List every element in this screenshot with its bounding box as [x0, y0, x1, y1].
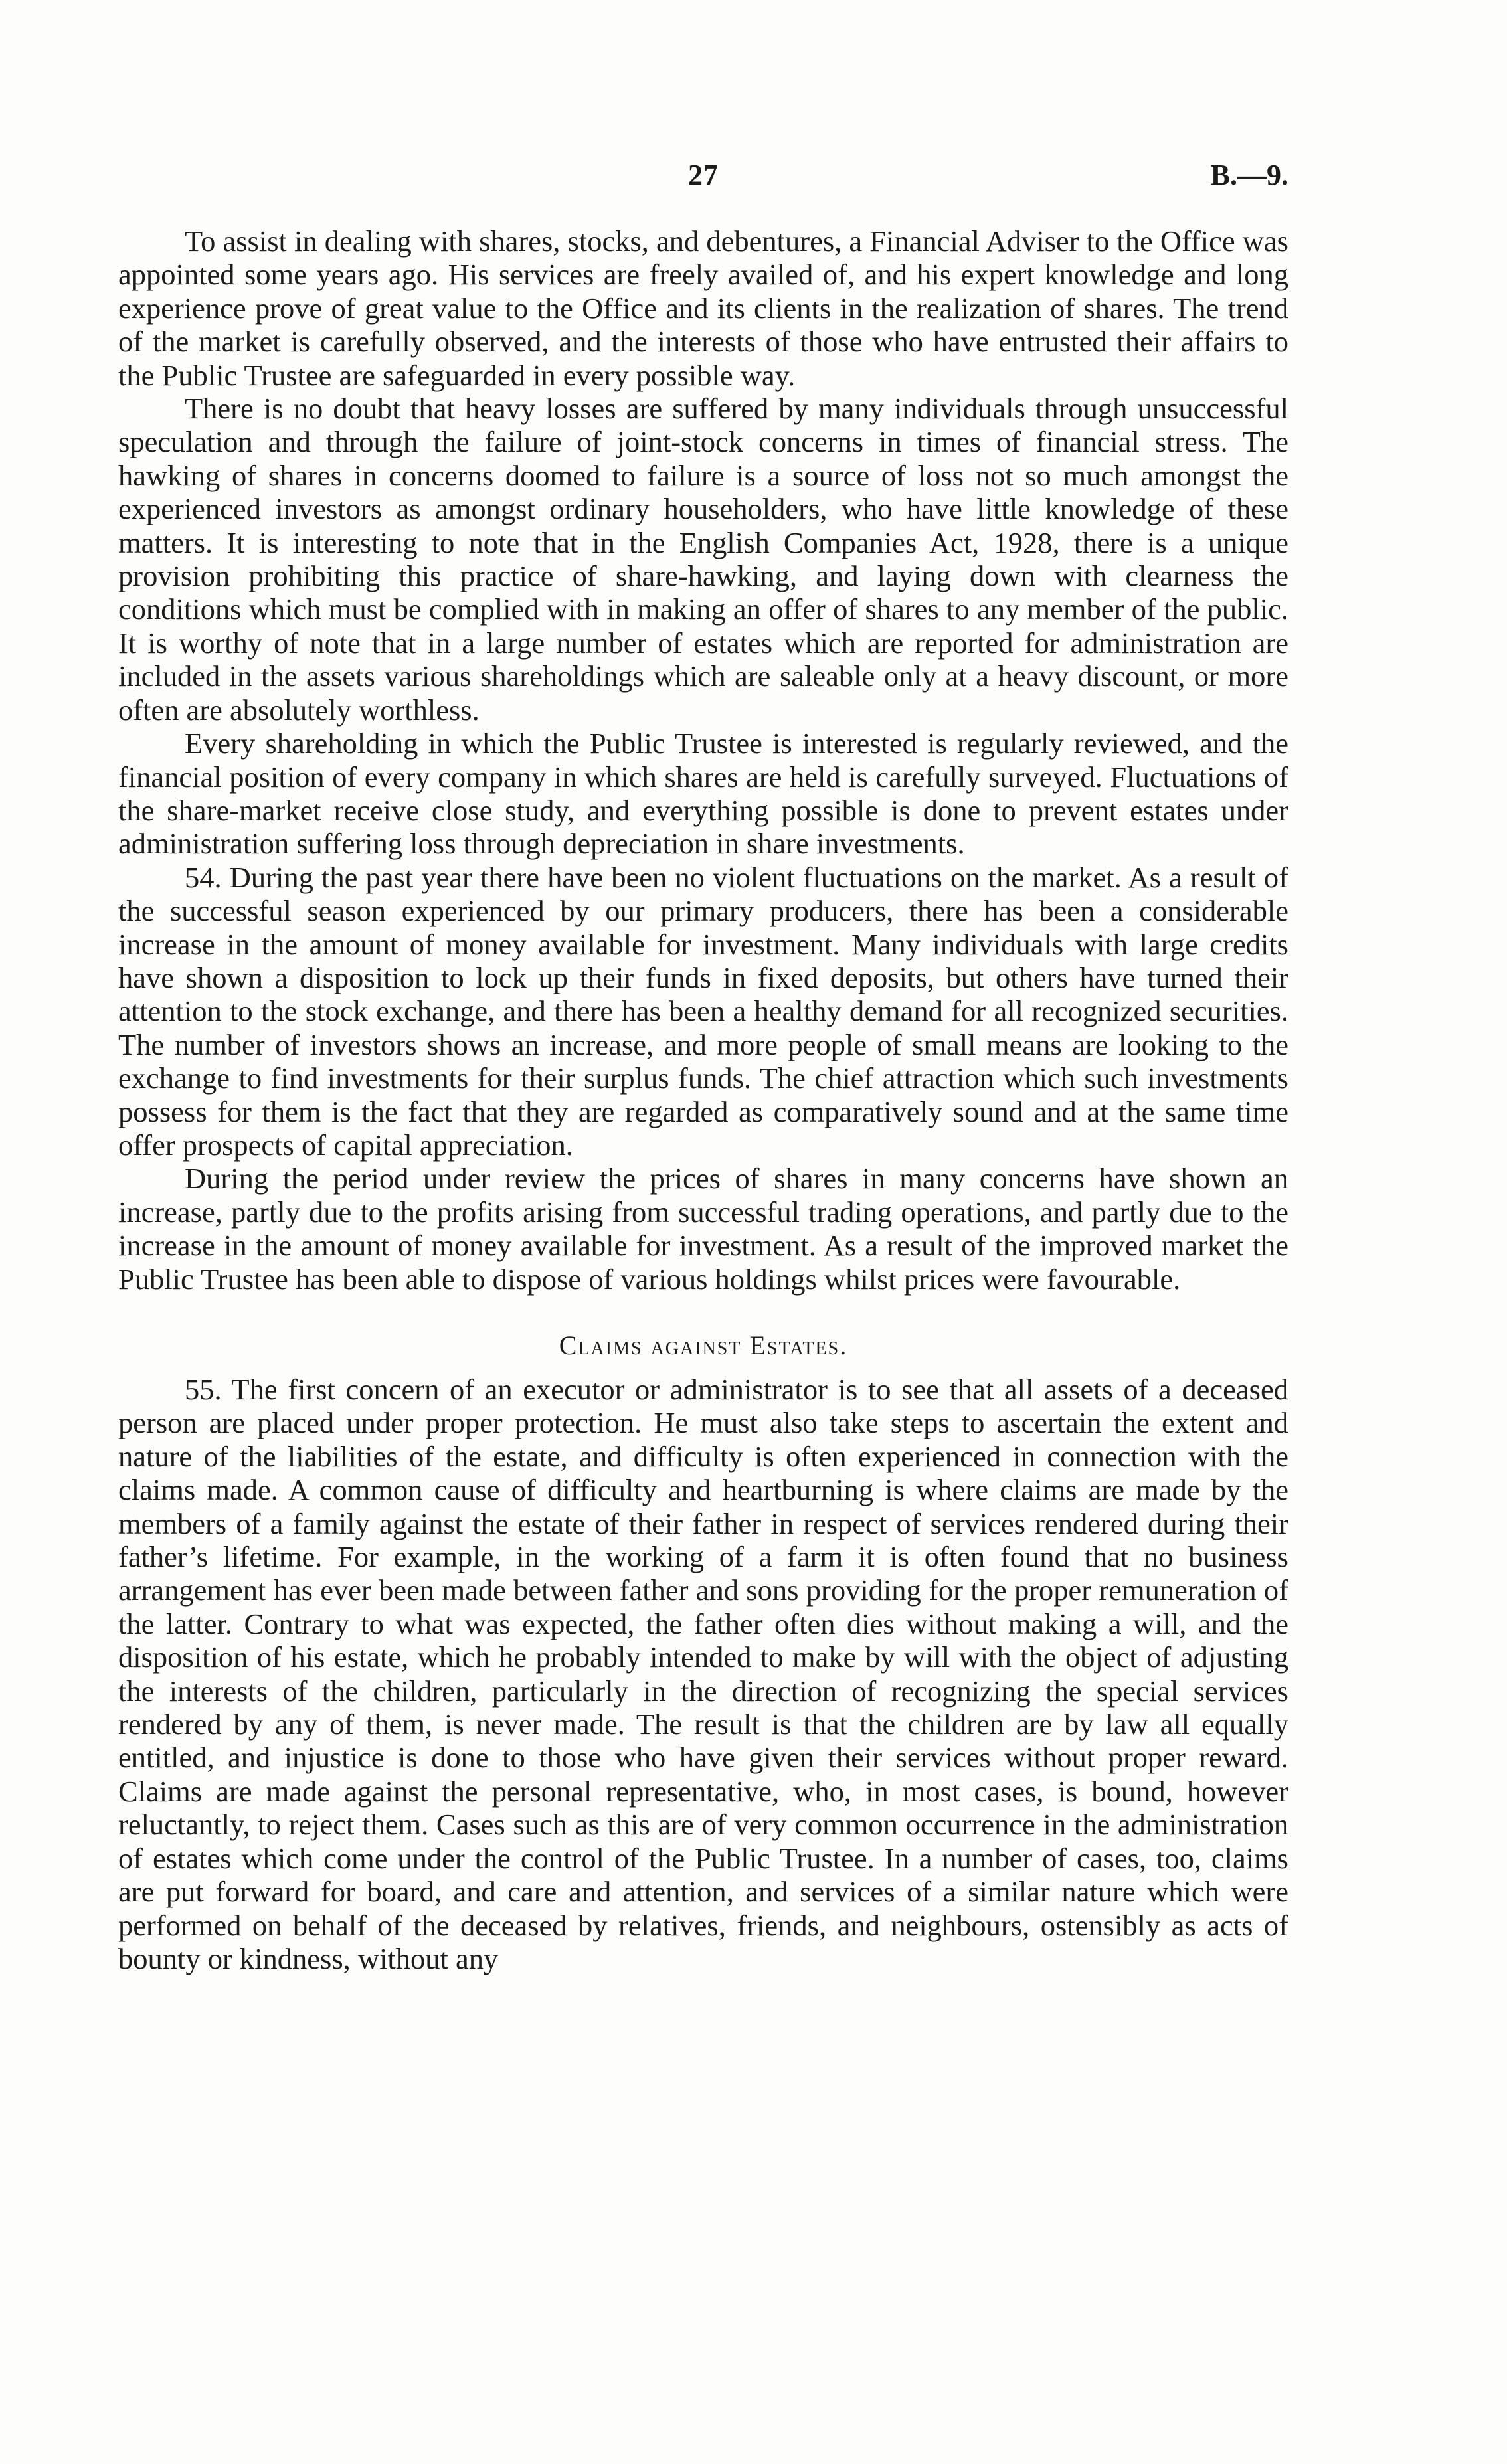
page-header: [118, 158, 1288, 198]
paragraph-54-market: 54. During the past year there have been no violent fluctuations on the market. As a result of the successful season experienced by our primary producers, there has been a considerable increase in the amount of money available for investment. Many individuals with large credits have shown a disposition to lock up their funds in fixed deposits, but others have turned their attention to the stock exchange, and there has been a healthy demand for all recognized securities. The number of investors shows an increase, and more people of small means are looking to the exchange to find investments for their surplus funds. The chief attraction which such investments possess for them is the fact that they are regarded as comparatively sound and at the same time offer prospects of capital appreciation.: [118, 860, 1288, 1162]
paragraph-share-losses: There is no doubt that heavy losses are suffered by many individuals through unsuccessful speculation and through the failure of joint-stock concerns in times of financial stress. The hawking of shares in concerns doomed to failure is a source of loss not so much amongst the experienced investors as amongst ordinary householders, who have little knowledge of these matters. It is interesting to note that in the English Companies Act, 1928, there is a unique provision prohibiting this practice of share-hawking, and laying down with clearness the conditions which must be complied with in making an offer of shares to any member of the public. It is worthy of note that in a large number of estates which are reported for administration are included in the assets various shareholdings which are saleable only at a heavy discount, or more often are absolutely worthless.: [118, 392, 1288, 727]
paragraph-shareholding-review: Every shareholding in which the Public Trustee is interested is regularly reviewed, and the financial position of every company in which shares are held is carefully surveyed. Fluctuations of the share-market receive close study, and everything possible is done to prevent estates under administration suffering loss through depreciation in share investments.: [118, 727, 1288, 861]
body-text: [118, 224, 1288, 1975]
paragraph-financial-adviser: To assist in dealing with shares, stocks, and debentures, a Financial Adviser to the Office was appointed some years ago. His services are freely availed of, and his expert knowledge and long experience prove of great value to the Office and its clients in the realization of shares. The trend of the market is carefully observed, and the interests of those who have entrusted their affairs to the Public Trustee are safeguarded in every possible way.: [118, 224, 1288, 392]
paragraph-share-prices: During the period under review the prices of shares in many concerns have shown an increase, partly due to the profits arising from successful trading operations, and partly due to the increase in the amount of money available for investment. As a result of the improved market the Public Trustee has been able to dispose of various holdings whilst prices were favourable.: [118, 1162, 1288, 1296]
document-reference: B.—9.: [1210, 159, 1288, 191]
paragraph-55-claims: 55. The first concern of an executor or administrator is to see that all assets of a deceased person are placed under proper protection. He must also take steps to ascertain the extent and nature of the liabilities of the estate, and difficulty is often experienced in connection with the claims made. A common cause of difficulty and heartburning is where claims are made by the members of a family against the estate of their father in respect of services rendered during their father’s lifetime. For example, in the working of a farm it is often found that no business arrangement has ever been made between father and sons providing for the proper remuneration of the latter. Contrary to what was expected, the father often dies without making a will, and the disposition of his estate, which he probably intended to make by will with the object of adjusting the interests of the children, particularly in the direction of recognizing the special services rendered by any of them, is never made. The result is that the children are by law all equally entitled, and injustice is done to those who have given their services without proper reward. Claims are made against the personal representative, who, in most cases, is bound, however reluctantly, to reject them. Cases such as this are of very common occurrence in the administration of estates which come under the control of the Public Trustee. In a number of cases, too, claims are put forward for board, and care and attention, and services of a similar nature which were performed on behalf of the deceased by relatives, friends, and neighbours, ostensibly as acts of bounty or kindness, without any: [118, 1373, 1288, 1975]
page-number: 27: [688, 159, 719, 191]
section-heading: Claims against Estates.: [559, 1330, 848, 1360]
